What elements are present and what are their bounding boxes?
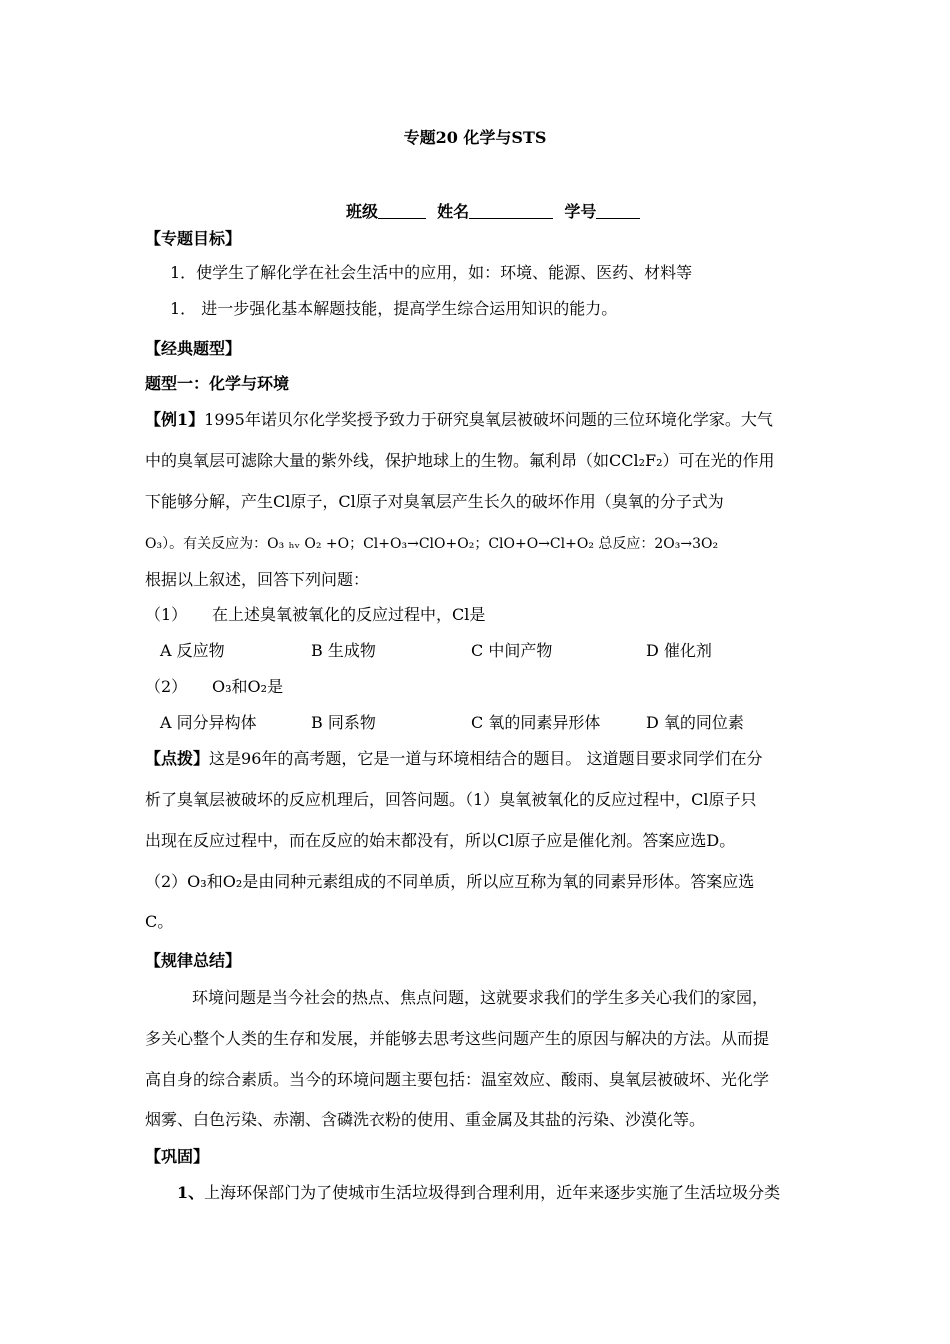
example1-line5: 根据以上叙述，回答下列问题： (145, 570, 370, 589)
hint-line1 (145, 749, 762, 769)
summary-line1: 环境问题是当今社会的热点、焦点问题，这就要求我们的学生多关心我们的家园， (192, 988, 769, 1007)
goal-item-1: 1．使学生了解化学在社会生活中的应用，如：环境、能源、医药、材料等 (170, 263, 693, 282)
summary-line4: 烟雾、白色污染、赤潮、含磷洗衣粉的使用、重金属及其盐的污染、沙漠化等。 (145, 1110, 706, 1129)
example1-line4: O₃）。有关反应为：O₃ ₕᵥ O₂ +O；Cl+O₃→ClO+O₂；ClO+O→Cl+O₂ 总反应：2O₃→3O₂ (145, 536, 719, 552)
name-label: 姓名 (437, 202, 470, 221)
type1-heading: 题型一：化学与环境 (145, 374, 290, 393)
class-blank[interactable] (378, 202, 426, 219)
goal-item-2: 1． 进一步强化基本解题技能，提高学生综合运用知识的能力。 (170, 299, 618, 318)
consolidate-q1-number: 1、 (177, 1183, 205, 1202)
consolidate-q1-text: 上海环保部门为了使城市生活垃圾得到合理利用，近年来逐步实施了生活垃圾分类 (204, 1183, 781, 1202)
id-blank[interactable] (596, 202, 640, 219)
question1-text: 在上述臭氧被氧化的反应过程中，Cl是 (212, 605, 486, 624)
consolidate-heading: 【巩固】 (145, 1147, 210, 1166)
consolidate-question1 (177, 1183, 780, 1203)
q1-option-a: A 反应物 (160, 641, 225, 660)
question2-number: （2） (145, 677, 188, 696)
q2-option-d: D 氧的同位素 (646, 713, 744, 732)
example1-line2: 中的臭氧层可滤除大量的紫外线，保护地球上的生物。氟利昂（如CCl₂F₂）可在光的作用 (145, 451, 775, 470)
hint-tag: 【点拨】 (145, 749, 210, 768)
id-label: 学号 (564, 202, 597, 221)
q1-option-c: C 中间产物 (471, 641, 553, 660)
class-label: 班级 (346, 202, 379, 221)
summary-line2: 多关心整个人类的生存和发展，并能够去思考这些问题产生的原因与解决的方法。从而提 (145, 1029, 770, 1048)
classic-heading: 【经典题型】 (145, 339, 242, 358)
example1-line1 (145, 410, 773, 430)
hint-line5: C。 (145, 912, 174, 931)
summary-line3: 高自身的综合素质。当今的环境问题主要包括：温室效应、酸雨、臭氧层被破坏、光化学 (145, 1070, 770, 1089)
q1-option-d: D 催化剂 (646, 641, 712, 660)
goal-heading: 【专题目标】 (145, 229, 242, 248)
question1-number: （1） (145, 605, 188, 624)
page-title: 专题20 化学与STS (403, 128, 547, 147)
hint-text: 这是96年的高考题，它是一道与环境相结合的题目。 这道题目要求同学们在分 (209, 749, 763, 768)
student-info-line (346, 202, 640, 222)
q2-option-b: B 同系物 (311, 713, 376, 732)
name-blank[interactable] (469, 202, 553, 219)
summary-heading: 【规律总结】 (145, 951, 242, 970)
q2-option-c: C 氧的同素异形体 (471, 713, 601, 732)
question2-text: O₃和O₂是 (212, 677, 284, 696)
hint-line2: 析了臭氧层被破坏的反应机理后，回答问题。（1）臭氧被氧化的反应过程中，Cl原子只 (145, 790, 757, 809)
example1-tag: 【例1】 (145, 410, 205, 429)
example1-line3: 下能够分解，产生Cl原子，Cl原子对臭氧层产生长久的破坏作用（臭氧的分子式为 (145, 492, 724, 511)
hint-line4: （2）O₃和O₂是由同种元素组成的不同单质，所以应互称为氧的同素异形体。答案应选 (145, 872, 755, 891)
example1-text: 1995年诺贝尔化学奖授予致力于研究臭氧层被破坏问题的三位环境化学家。大气 (204, 410, 773, 429)
q1-option-b: B 生成物 (311, 641, 376, 660)
q2-option-a: A 同分异构体 (160, 713, 257, 732)
hint-line3: 出现在反应过程中，而在反应的始末都没有，所以Cl原子应是催化剂。答案应选D。 (145, 831, 736, 850)
